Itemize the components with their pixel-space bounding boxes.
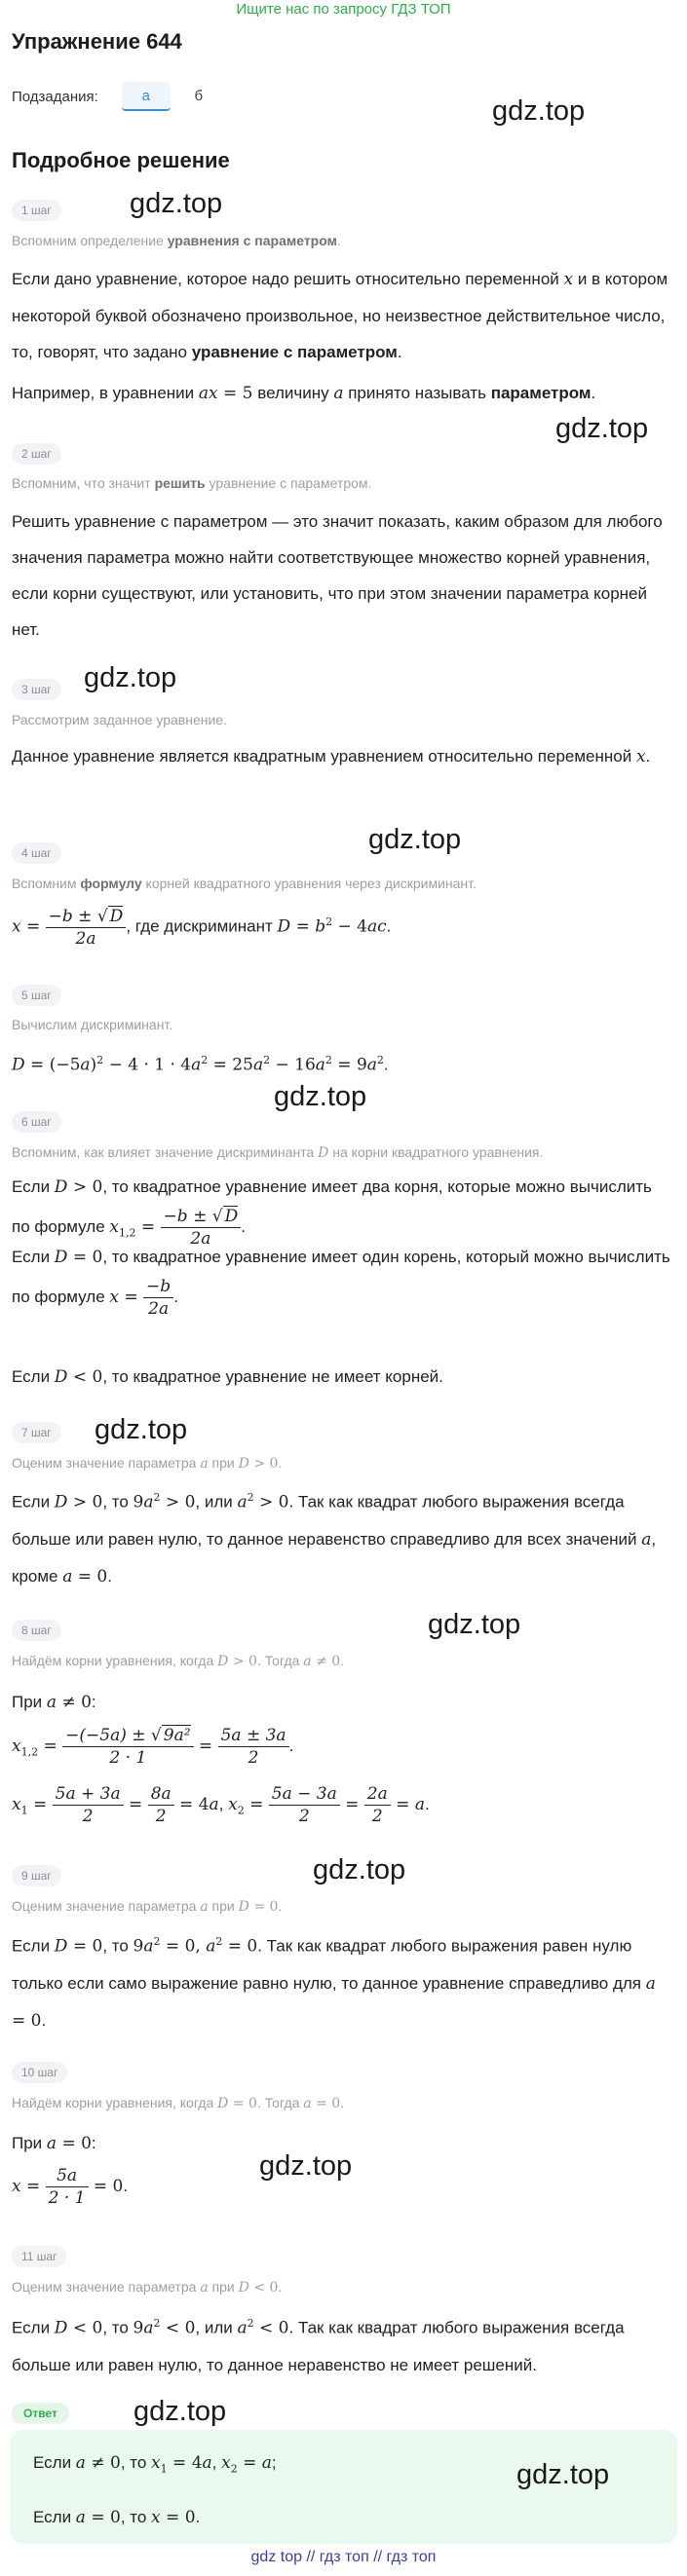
answer-line: Если a ≠ 0, то $x_1 = 4a$, $x_2 = a$; (33, 2453, 277, 2476)
step-text: Например, в уравнении ax = 5 величину a принято называть параметром. (12, 384, 596, 403)
step-badge: 1 шаг (12, 200, 61, 221)
step-badge: 5 шаг (12, 985, 61, 1006)
watermark: gdz.top (313, 1854, 406, 1885)
step-text: Если D = 0, то $9a^2 = 0$, $a^2 = 0$. Так как квадрат любого выражения равен нулю только если само выражение равно нулю, то данное уравнение справедливо для a = 0. (12, 1935, 656, 2031)
step-text: Если D < 0, то $9a^2 < 0$, или $a^2 < 0$. Так как квадрат любого выражения всегда больше или равен нулю, то данное неравенство не имеет решений. (12, 2317, 625, 2374)
tab-a[interactable]: а (122, 82, 171, 111)
step-badge: 2 шаг (12, 443, 61, 465)
subtasks-bar (12, 82, 223, 111)
step-note: Оценим значение параметра a при D = 0. (12, 1898, 283, 1915)
watermark: gdz.top (274, 1081, 367, 1112)
step-formula: x = $\frac{-b \pm √ D}{2a}$ , где дискриминант $D = b^2 - 4ac$. (12, 906, 392, 949)
footer-links[interactable]: gdz top // гдз топ // гдз топ (250, 2549, 437, 2565)
answer-badge: Ответ (12, 2403, 69, 2424)
watermark: gdz.top (555, 413, 649, 444)
step-formula: $x_1$ = $\frac{5a + 3a}{2}$ = $\frac{8a}{2}$ = 4a, $x_2$ = $\frac{5a - 3a}{2}$ = $\frac{2a}{2}$ = a. (12, 1784, 430, 1827)
step-badge: 3 шаг (12, 679, 61, 700)
watermark: gdz.top (84, 662, 177, 693)
step-text: Если D < 0, то квадратное уравнение не имеет корней. (12, 1367, 443, 1387)
step-text: Данное уравнение является квадратным уравнением относительно переменной x. (12, 747, 651, 766)
watermark: gdz.top (516, 2459, 610, 2490)
step-note: Вспомним, как влияет значение дискриминанта D на корни квадратного уравнения. (12, 1144, 544, 1161)
step-note: Оценим значение параметра a при D > 0. (12, 1455, 283, 1472)
step-badge: 6 шаг (12, 1111, 61, 1133)
step-note: Вспомним, что значит решить уравнение с параметром. (12, 475, 372, 491)
step-text: Если D = 0, то квадратное уравнение имеет один корень, который можно вычислить по формуле x = $\frac{-b}{2a}$ . (12, 1248, 670, 1319)
subtasks-label: Подзадания: (12, 88, 98, 105)
step-formula: $x_{1,2}$ = $\frac{\text{−(−5a) ± √ 9a²}}{2 \cdot 1}$ = $\frac{5a \pm 3a}{2}$ . (12, 1726, 294, 1769)
section-title: Подробное решение (12, 148, 230, 172)
step-text: Если D > 0, то квадратное уравнение имеет два корня, которые можно вычислить по формуле $x_{1,2}$ = $\frac{-b \pm √ D}{2a}$ . (12, 1177, 652, 1249)
step-badge: 10 шаг (12, 2062, 67, 2083)
step-note: Найдём корни уравнения, когда D > 0. Тогда a ≠ 0. (12, 1653, 345, 1669)
watermark: gdz.top (368, 824, 462, 855)
step-formula: $D = (-5a)^2 - 4 \cdot 1 \cdot 4a^2 = 25a^2 - 16a^2 = 9a^2$. (12, 1054, 389, 1075)
step-note: Найдём корни уравнения, когда D = 0. Тогда a = 0. (12, 2095, 345, 2111)
step-text: Если дано уравнение, которое надо решить относительно переменной x и в котором некоторой буквой обозначено произвольное, но неизвестное действительное число, то, говорят, что задано уравнение с параметром. (12, 270, 668, 361)
step-text: При a ≠ 0: (12, 1693, 96, 1712)
step-note: Вычислим дискриминант. (12, 1017, 173, 1032)
step-badge: 8 шаг (12, 1620, 61, 1641)
search-banner[interactable]: Ищите нас по запросу ГДЗ ТОП (236, 1, 451, 18)
step-note: Вспомним формулу корней квадратного уравнения через дискриминант. (12, 876, 477, 891)
step-note: Вспомним определение уравнения с параметром. (12, 233, 341, 248)
watermark: gdz.top (259, 2150, 353, 2182)
step-badge: 4 шаг (12, 842, 61, 864)
step-badge: 7 шаг (12, 1422, 61, 1443)
step-text: Решить уравнение с параметром — это значит показать, каким образом для любого значения параметра можно найти соответствующее множество корней уравнения, если корни существуют, или установить, что при этом значении параметра корней нет. (12, 512, 663, 639)
watermark: gdz.top (130, 188, 223, 219)
step-text: Если D > 0, то $9a^2 > 0$, или $a^2 > 0$. Так как квадрат любого выражения всегда больше или равен нулю, то данное неравенство справедливо для всех значений a, кроме a = 0. (12, 1491, 657, 1587)
watermark: gdz.top (134, 2396, 227, 2427)
step-text: При a = 0: (12, 2134, 96, 2153)
tab-b[interactable]: б (194, 88, 204, 104)
watermark: gdz.top (95, 1414, 188, 1445)
answer-line: Если a = 0, то x = 0. (33, 2508, 201, 2527)
watermark: gdz.top (492, 95, 586, 127)
step-note: Рассмотрим заданное уравнение. (12, 712, 227, 728)
step-formula: x = $\frac{5a}{2 \cdot 1}$ = 0. (12, 2166, 129, 2209)
step-note: Оценим значение параметра a при D < 0. (12, 2279, 283, 2296)
step-badge: 9 шаг (12, 1865, 61, 1886)
watermark: gdz.top (428, 1609, 521, 1640)
page-title: Упражнение 644 (12, 29, 182, 54)
step-badge: 11 шаг (12, 2246, 66, 2267)
